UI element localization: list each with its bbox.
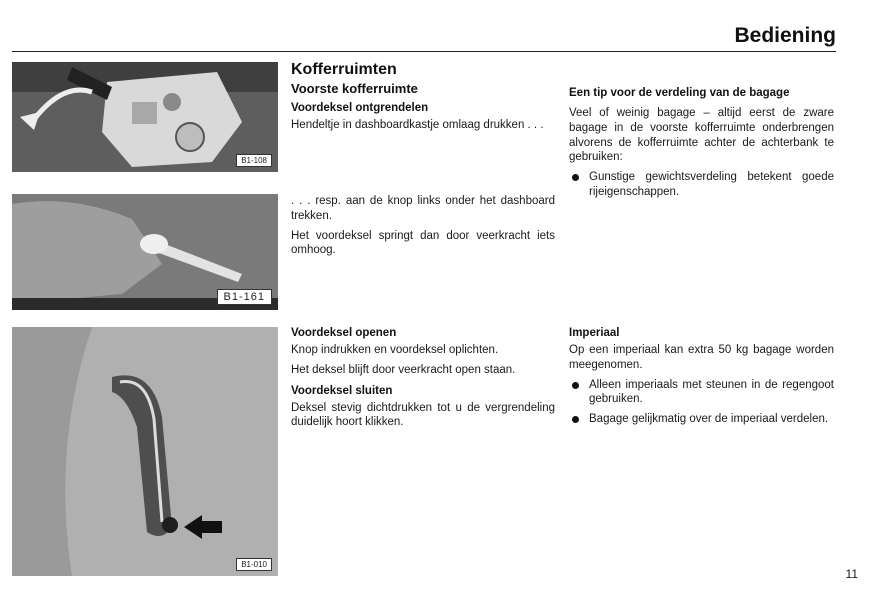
rack-text: Op een imperiaal kan extra 50 kg bagage worden meegenomen. bbox=[569, 344, 834, 371]
page-title: Bediening bbox=[734, 24, 836, 47]
roof-rack-section bbox=[569, 326, 834, 432]
close-text: Deksel stevig dichtdrukken tot u de vergrendeling duidelijk hoort klikken. bbox=[291, 401, 555, 429]
hood-handle-photo bbox=[12, 327, 278, 576]
tip-bullet: Gunstige gewichtsverdeling betekent goede rijeigenschappen. bbox=[569, 170, 834, 200]
open-heading: Voordeksel openen bbox=[291, 327, 397, 339]
latch-lever-photo bbox=[12, 62, 278, 172]
knob-text: . . . resp. aan de knop links onder het dashboard trekken. bbox=[291, 195, 555, 222]
open-text: Knop indrukken en voordeksel oplichten. bbox=[291, 344, 499, 356]
knob-section bbox=[291, 194, 555, 263]
luggage-tip-section bbox=[569, 86, 834, 205]
rack-bullet: Bagage gelijkmatig over de imperiaal verdelen. bbox=[569, 412, 834, 427]
rack-heading: Imperiaal bbox=[569, 327, 620, 339]
section-heading: Kofferruimten bbox=[291, 61, 397, 78]
subsection-heading: Voorste kofferruimte bbox=[291, 81, 418, 96]
tip-text: Veel of weinig bagage – altijd eerst de zware bagage in de voorste kofferruimte onderbrengen alvorens de kofferruimte achter de achterbank te gebruiken: bbox=[569, 107, 834, 164]
release-knob-photo bbox=[12, 194, 278, 310]
tip-heading: Een tip voor de verdeling van de bagage bbox=[569, 87, 790, 99]
rack-bullet: Alleen imperiaals met steunen in de regengoot gebruiken. bbox=[569, 378, 834, 408]
photo-code: B1-010 bbox=[236, 558, 272, 571]
front-trunk-section bbox=[291, 60, 555, 138]
unlock-heading: Voordeksel ontgrendelen bbox=[291, 102, 429, 114]
stays-open-text: Het deksel blijft door veerkracht open staan. bbox=[291, 363, 516, 376]
spring-text: Het voordeksel springt dan door veerkracht iets omhoog. bbox=[291, 229, 555, 257]
unlock-text: Hendeltje in dashboardkastje omlaag drukken . . . bbox=[291, 119, 544, 131]
page-number: 11 bbox=[845, 567, 858, 581]
open-close-section bbox=[291, 326, 555, 435]
header-rule bbox=[12, 51, 836, 52]
photo-code: B1-161 bbox=[217, 289, 272, 305]
photo-code: B1-108 bbox=[236, 154, 272, 167]
close-heading: Voordeksel sluiten bbox=[291, 384, 393, 397]
